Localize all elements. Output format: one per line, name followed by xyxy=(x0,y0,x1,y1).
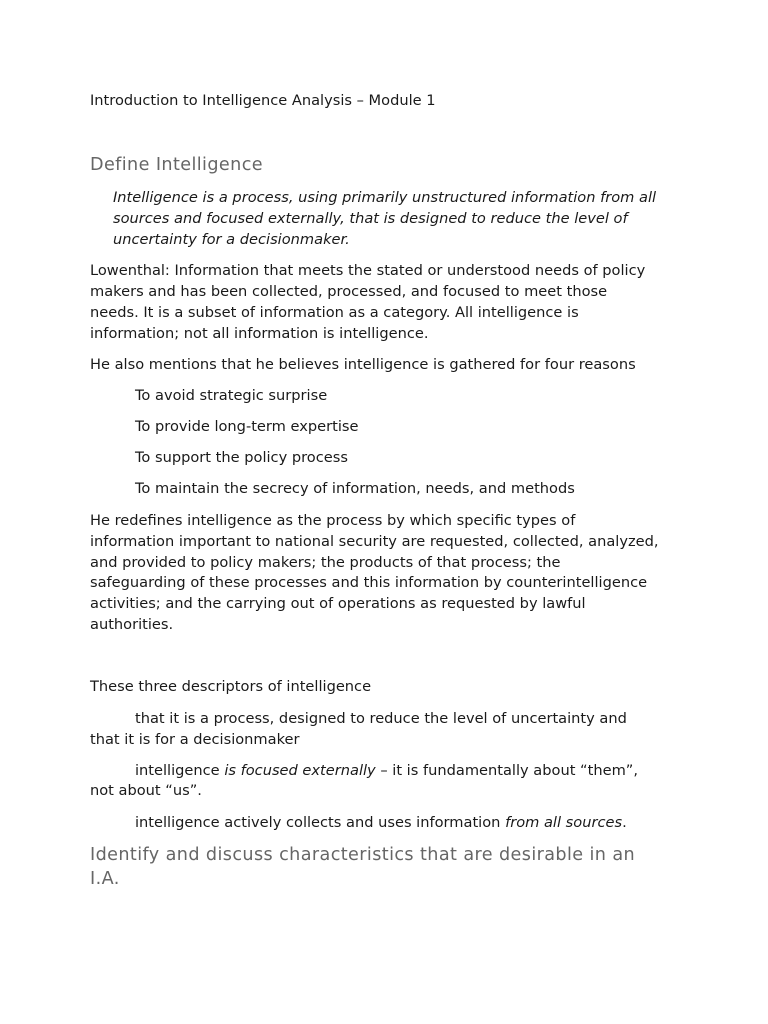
descriptor-text: intelligence xyxy=(135,762,225,779)
reasons-intro: He also mentions that he believes intelligence is gathered for four reasons xyxy=(90,356,636,373)
reason-item: To avoid strategic surprise xyxy=(135,387,328,404)
redefine-line: He redefines intelligence as the process by which specific types of xyxy=(90,512,576,529)
redefine-line: activities; and the carrying out of operations as requested by lawful xyxy=(90,595,586,612)
redefine-line: safeguarding of these processes and this information by counterintelligence xyxy=(90,574,648,591)
redefine-line: information important to national security are requested, collected, analyzed, xyxy=(90,533,659,550)
section-heading-characteristics-continued: I.A. xyxy=(90,869,120,889)
section-heading-define-intelligence: Define Intelligence xyxy=(90,155,263,175)
descriptor-text: – it is fundamentally about “them”, xyxy=(375,762,638,779)
lowenthal-line: makers and has been collected, processed, and focused to meet those xyxy=(90,283,608,300)
reason-item: To maintain the secrecy of information, needs, and methods xyxy=(135,480,575,497)
descriptor-item-continued: that it is for a decisionmaker xyxy=(90,731,300,748)
document-title: Introduction to Intelligence Analysis – Module 1 xyxy=(90,92,436,109)
descriptor-item-continued: not about “us”. xyxy=(90,782,202,799)
descriptor-item xyxy=(135,813,627,834)
lowenthal-line: Lowenthal: Information that meets the stated or understood needs of policy xyxy=(90,262,646,279)
reason-item: To provide long-term expertise xyxy=(135,418,359,435)
lowenthal-line: information; not all information is intelligence. xyxy=(90,325,429,342)
descriptor-item: that it is a process, designed to reduce the level of uncertainty and xyxy=(135,710,627,727)
redefine-line: authorities. xyxy=(90,616,174,633)
descriptor-text: intelligence actively collects and uses information xyxy=(135,814,506,831)
descriptor-emphasis: is focused externally xyxy=(224,762,376,779)
descriptor-text: . xyxy=(622,814,627,831)
reason-item: To support the policy process xyxy=(135,449,348,466)
descriptors-intro: These three descriptors of intelligence xyxy=(90,678,372,695)
redefine-line: and provided to policy makers; the products of that process; the xyxy=(90,554,561,571)
definition-line: Intelligence is a process, using primarily unstructured information from all xyxy=(113,189,657,206)
definition-line: sources and focused externally, that is designed to reduce the level of xyxy=(113,210,628,227)
definition-line: uncertainty for a decisionmaker. xyxy=(113,231,350,248)
descriptor-emphasis: from all sources xyxy=(505,814,623,831)
section-heading-characteristics: Identify and discuss characteristics that are desirable in an xyxy=(90,845,636,865)
lowenthal-line: needs. It is a subset of information as a category. All intelligence is xyxy=(90,304,579,321)
descriptor-item xyxy=(135,761,638,782)
